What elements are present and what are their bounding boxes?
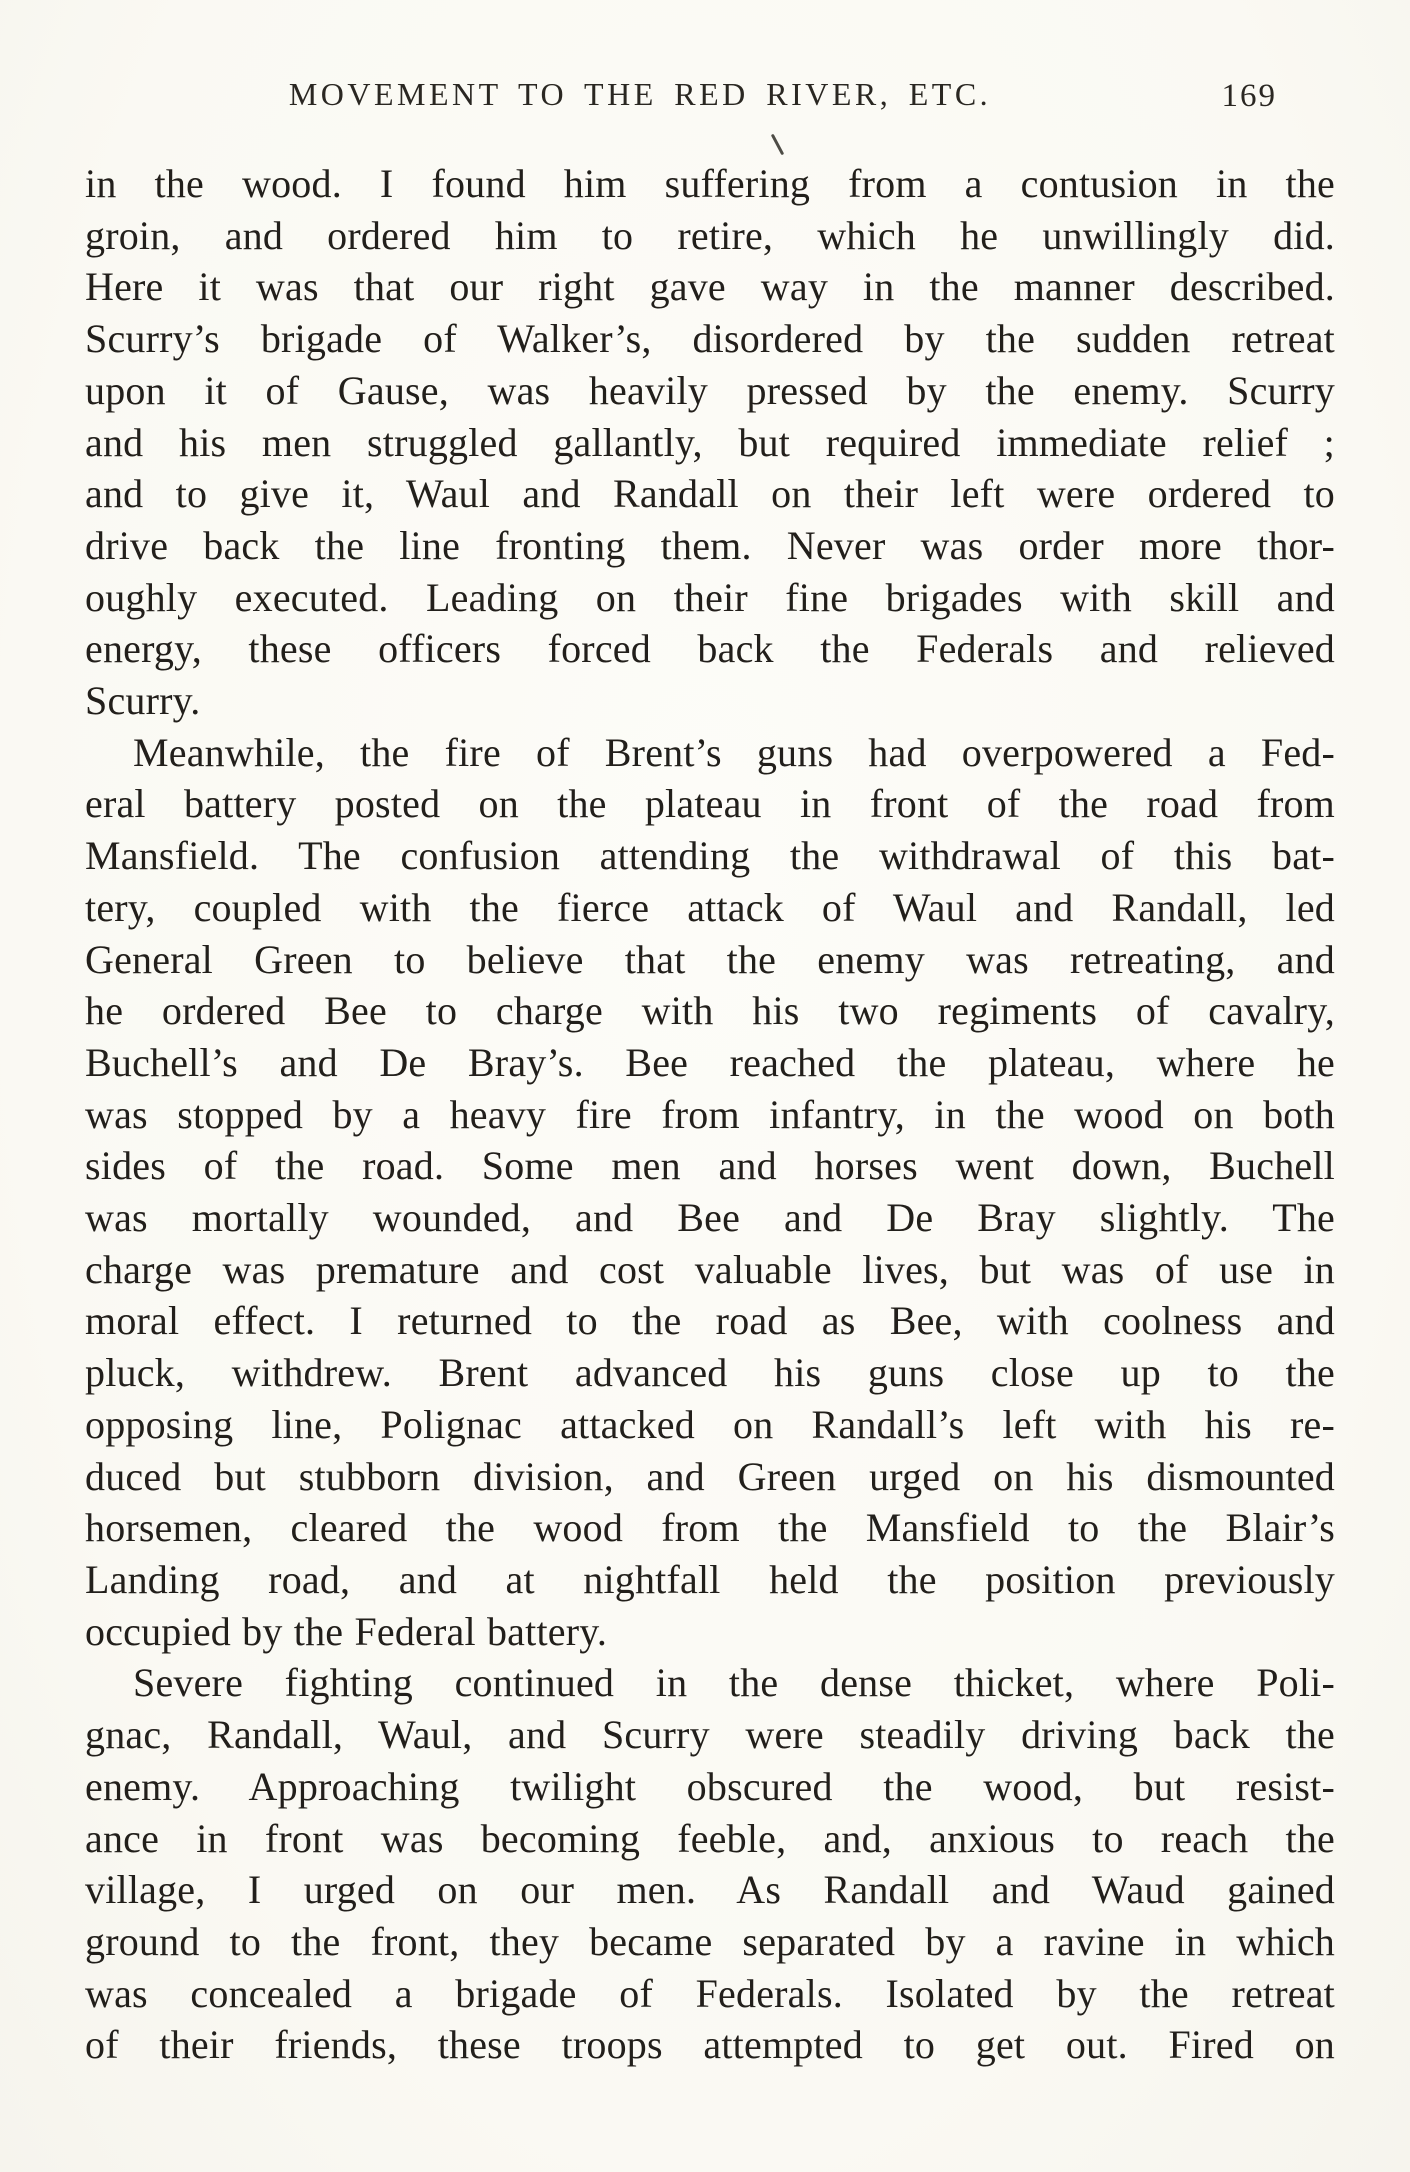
- text-line: General Green to believe that the enemy was retreating, and: [85, 936, 1335, 982]
- text-line: Scurry’s brigade of Walker’s, disordered by the sudden retreat: [85, 316, 1335, 362]
- text-line: duced but stubborn division, and Green urged on his dismounted: [85, 1453, 1335, 1499]
- text-line: he ordered Bee to charge with his two regiments of cavalry,: [85, 988, 1335, 1034]
- text-line: Meanwhile, the fire of Brent’s guns had overpowered a Fed-: [133, 729, 1335, 775]
- text-column: [85, 0, 1335, 2071]
- text-line: energy, these officers forced back the Federals and relieved: [85, 626, 1335, 672]
- text-line: moral effect. I returned to the road as Bee, with coolness and: [85, 1298, 1335, 1344]
- text-line: occupied by the Federal battery.: [85, 1608, 608, 1654]
- text-line: of their friends, these troops attempted to get out. Fired on: [85, 2022, 1335, 2068]
- text-line: oughly executed. Leading on their fine brigades with skill and: [85, 574, 1335, 620]
- text-line: Mansfield. The confusion attending the withdrawal of this bat-: [85, 833, 1335, 879]
- page-number: 169: [1221, 78, 1277, 114]
- text-line: opposing line, Polignac attacked on Randall’s left with his re-: [85, 1401, 1335, 1447]
- text-line: and his men struggled gallantly, but required immediate relief ;: [85, 419, 1335, 465]
- text-line: groin, and ordered him to retire, which he unwillingly did.: [85, 212, 1335, 258]
- text-line: and to give it, Waul and Randall on their left were ordered to: [85, 471, 1335, 517]
- text-line: gnac, Randall, Waul, and Scurry were steadily driving back the: [85, 1712, 1335, 1758]
- text-line: was mortally wounded, and Bee and De Bray slightly. The: [85, 1195, 1335, 1241]
- page-header: [85, 76, 1335, 122]
- running-head: MOVEMENT TO THE RED RIVER, ETC.: [288, 76, 992, 112]
- text-line: ground to the front, they became separated by a ravine in which: [85, 1918, 1335, 1964]
- text-line: Buchell’s and De Bray’s. Bee reached the plateau, where he: [85, 1039, 1335, 1085]
- text-line: Here it was that our right gave way in the manner described.: [85, 264, 1335, 310]
- text-line: was stopped by a heavy fire from infantry, in the wood on both: [85, 1091, 1335, 1137]
- text-line: village, I urged on our men. As Randall and Waud gained: [85, 1867, 1335, 1913]
- text-line: pluck, withdrew. Brent advanced his guns close up to the: [85, 1350, 1335, 1396]
- page-body: [85, 158, 1335, 2071]
- text-line: enemy. Approaching twilight obscured the wood, but resist-: [85, 1763, 1335, 1809]
- text-line: ance in front was becoming feeble, and, anxious to reach the: [85, 1815, 1335, 1861]
- text-line: Scurry.: [85, 678, 201, 724]
- paragraph: [85, 158, 1335, 727]
- text-line: eral battery posted on the plateau in front of the road from: [85, 781, 1335, 827]
- text-line: horsemen, cleared the wood from the Mansfield to the Blair’s: [85, 1505, 1335, 1551]
- text-line: Landing road, and at nightfall held the position previously: [85, 1556, 1335, 1602]
- text-line: upon it of Gause, was heavily pressed by the enemy. Scurry: [85, 367, 1335, 413]
- paragraph: [85, 1657, 1335, 2071]
- text-line: tery, coupled with the fierce attack of Waul and Randall, led: [85, 884, 1335, 930]
- text-line: was concealed a brigade of Federals. Isolated by the retreat: [85, 1970, 1335, 2016]
- text-line: charge was premature and cost valuable lives, but was of use in: [85, 1246, 1335, 1292]
- text-line: sides of the road. Some men and horses went down, Buchell: [85, 1143, 1335, 1189]
- paragraph: [85, 727, 1335, 1658]
- text-line: Severe fighting continued in the dense thicket, where Poli-: [133, 1660, 1335, 1706]
- text-line: drive back the line fronting them. Never was order more thor-: [85, 522, 1335, 568]
- text-line: in the wood. I found him suffering from a contusion in the: [85, 161, 1335, 206]
